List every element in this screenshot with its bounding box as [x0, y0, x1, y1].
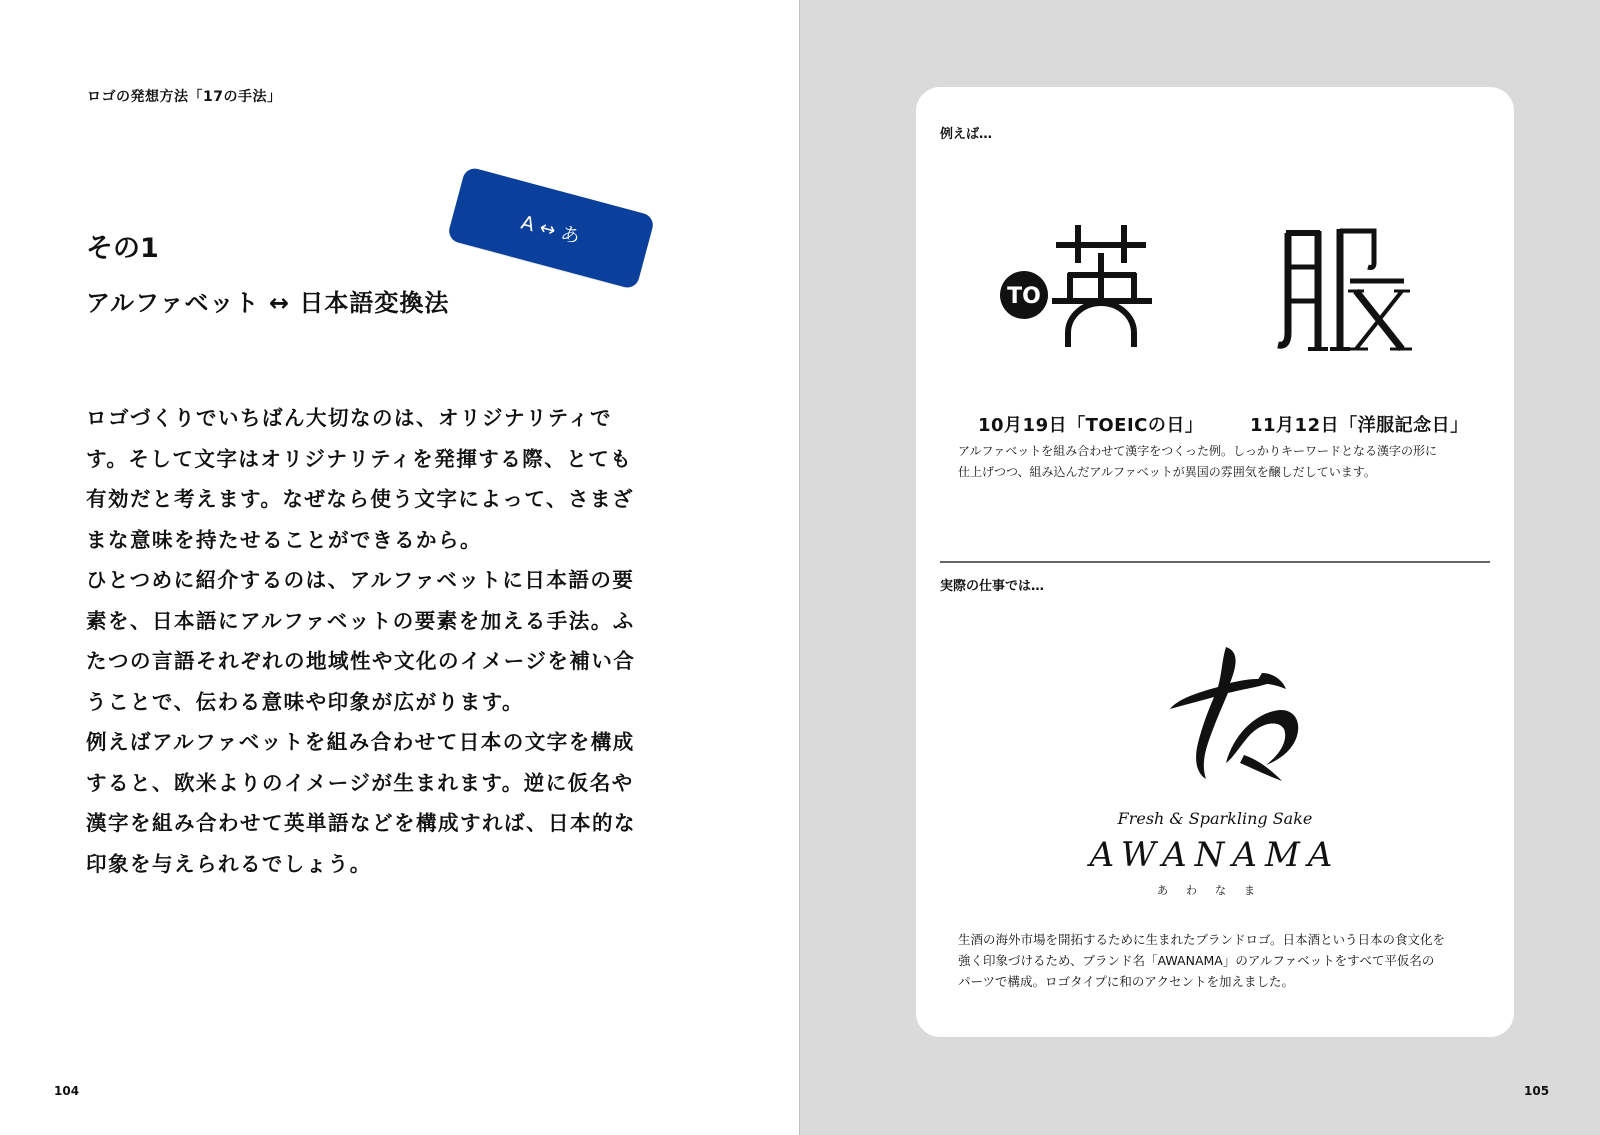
- body-line: まな意味を持たせることができるから。: [86, 527, 482, 552]
- method-tag-label: A ↔ あ: [518, 211, 583, 248]
- page-number-right: 105: [1524, 1084, 1550, 1098]
- body-line: 例えばアルファベットを組み合わせて日本の文字を構成: [86, 730, 635, 754]
- body-line: 有効だと考えます。なぜなら使う文字によって、さまざ: [86, 487, 634, 511]
- description-line: 仕上げつつ、組み込んだアルファベットが異国の雰囲気を醸しだしています。: [958, 465, 1376, 479]
- eigo-logo-image: [996, 215, 1166, 355]
- body-line: 漢字を組み合わせて英単語などを構成すれば、日本的な: [86, 811, 636, 835]
- label-example: 例えば…: [940, 127, 993, 142]
- body-line: うことで、伝わる意味や印象が広がります。: [86, 689, 524, 714]
- yofuku-logo-image: [1276, 215, 1426, 355]
- caption-yofuku-day: 11月12日「洋服記念日」: [1250, 415, 1469, 436]
- body-line: 素を、日本語にアルファベットの要素を加える手法。ふ: [86, 608, 635, 633]
- eigo-logo-badge: TO: [1007, 284, 1041, 309]
- body-line: すると、欧米よりのイメージが生まれます。逆に仮名や: [86, 770, 634, 795]
- section-title: アルファベット ↔ 日本語変換法: [86, 289, 450, 317]
- body-line: す。そして文字はオリジナリティを発揮する際、とても: [86, 446, 633, 471]
- awanama-kana: あわなま: [1157, 884, 1273, 897]
- description-line: 強く印象づけるため、ブランド名「AWANAMA」のアルファベットをすべて平仮名の: [958, 953, 1435, 968]
- example-description: [958, 441, 1488, 483]
- running-head: ロゴの発想方法「17の手法」: [87, 89, 282, 105]
- body-line: ひとつめに紹介するのは、アルファベットに日本語の要: [86, 568, 635, 592]
- awanama-brush-mark: [1156, 643, 1306, 793]
- body-line: ロゴづくりでいちばん大切なのは、オリジナリティで: [86, 406, 612, 430]
- body-line: たつの言語それぞれの地域性や文化のイメージを補い合: [86, 649, 636, 673]
- method-tag: [447, 166, 656, 290]
- description-line: パーツで構成。ロゴタイプに和のアクセントを加えました。: [958, 974, 1295, 989]
- body-line: 印象を与えられるでしょう。: [86, 851, 372, 876]
- work-description: [958, 929, 1488, 992]
- label-actual-work: 実際の仕事では…: [940, 579, 1045, 594]
- example-card: [916, 87, 1514, 1037]
- description-line: 生酒の海外市場を開拓するために生まれたブランドロゴ。日本酒という日本の食文化を: [958, 932, 1446, 947]
- awanama-tagline: Fresh & Sparkling Sake: [1117, 809, 1313, 828]
- awanama-wordmark: AWANAMA: [1089, 835, 1341, 875]
- body-text: [86, 398, 656, 884]
- card-divider: [940, 561, 1490, 563]
- page-number-left: 104: [54, 1084, 80, 1098]
- caption-toeic-day: 10月19日「TOEICの日」: [978, 415, 1204, 436]
- description-line: アルファベットを組み合わせて漢字をつくった例。しっかりキーワードとなる漢字の形に: [958, 444, 1438, 458]
- section-number: その1: [86, 233, 159, 264]
